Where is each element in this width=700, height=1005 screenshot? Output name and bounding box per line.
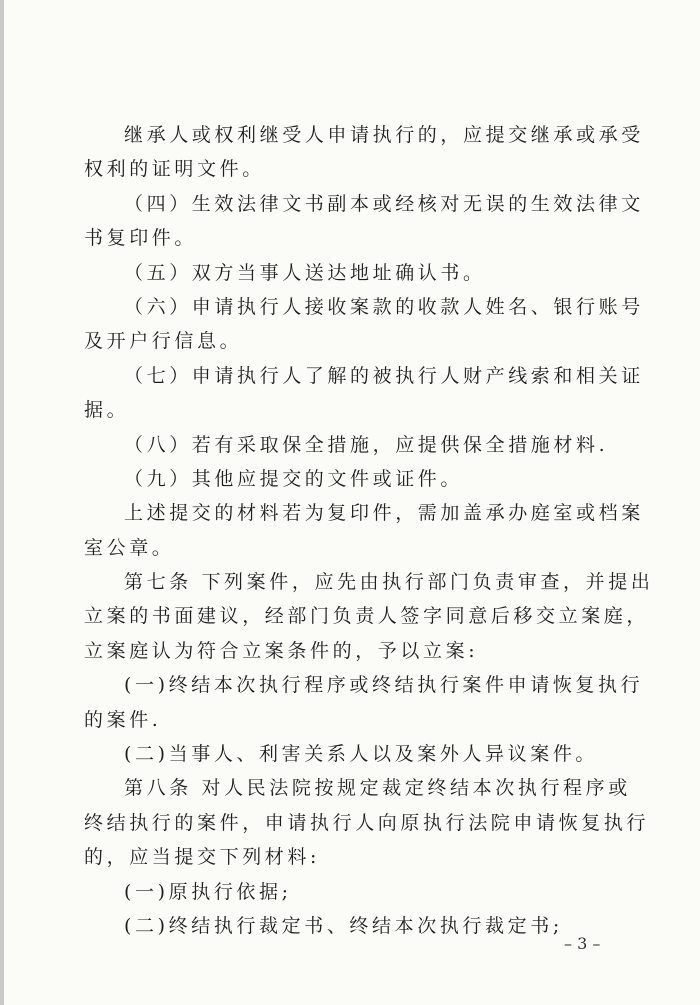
text-line: （五）双方当事人送达地址确认书。 bbox=[124, 261, 486, 284]
text-line: 立案庭认为符合立案条件的，予以立案: bbox=[84, 639, 479, 662]
text-line: （六）申请执行人接收案款的收款人姓名、银行账号 bbox=[124, 295, 644, 318]
page-number bbox=[564, 934, 600, 953]
text-line: 据。 bbox=[84, 399, 130, 422]
article-8-heading-line: 第八条 对人民法院按规定裁定终结本次执行程序或 bbox=[124, 777, 631, 800]
text-line: （九）其他应提交的文件或证件。 bbox=[124, 467, 464, 490]
text-line: （七）申请执行人了解的被执行人财产线索和相关证 bbox=[124, 364, 644, 387]
text-line: (一)终结本次执行程序或终结执行案件申请恢复执行 bbox=[124, 674, 644, 697]
text-line: 书复印件。 bbox=[84, 227, 198, 250]
text-line: 的案件. bbox=[84, 708, 162, 731]
text-line: (二)终结执行裁定书、终结本次执行裁定书; bbox=[124, 914, 563, 937]
text-line: 立案的书面建议，经部门负责人签字同意后移交立案庭， bbox=[84, 605, 650, 628]
text-line: 的，应当提交下列材料: bbox=[84, 846, 321, 869]
document-body bbox=[84, 118, 654, 943]
text-line: 及开户行信息。 bbox=[84, 330, 243, 353]
text-line: 权利的证明文件。 bbox=[84, 158, 265, 181]
page-number-dash-right: – bbox=[592, 934, 601, 953]
text-line: 室公章。 bbox=[84, 536, 175, 559]
scan-edge bbox=[0, 0, 4, 1005]
text-line: (二)当事人、利害关系人以及案外人异议案件。 bbox=[124, 743, 599, 766]
text-line: (一)原执行依据; bbox=[124, 880, 292, 903]
page-number-value: 3 bbox=[577, 934, 588, 953]
text-line: 终结执行的案件，申请执行人向原执行法院申请恢复执行 bbox=[84, 811, 650, 834]
page-number-dash-left: – bbox=[564, 934, 572, 953]
text-line: 继承人或权利继受人申请执行的，应提交继承或承受 bbox=[124, 124, 644, 146]
text-line: （八）若有采取保全措施，应提供保全措施材料. bbox=[124, 433, 609, 456]
text-line: （四）生效法律文书副本或经核对无误的生效法律文 bbox=[124, 192, 644, 215]
article-7-heading-line: 第七条 下列案件，应先由执行部门负责审查，并提出 bbox=[124, 571, 654, 594]
text-line: 上述提交的材料若为复印件，需加盖承办庭室或档案 bbox=[124, 502, 644, 525]
